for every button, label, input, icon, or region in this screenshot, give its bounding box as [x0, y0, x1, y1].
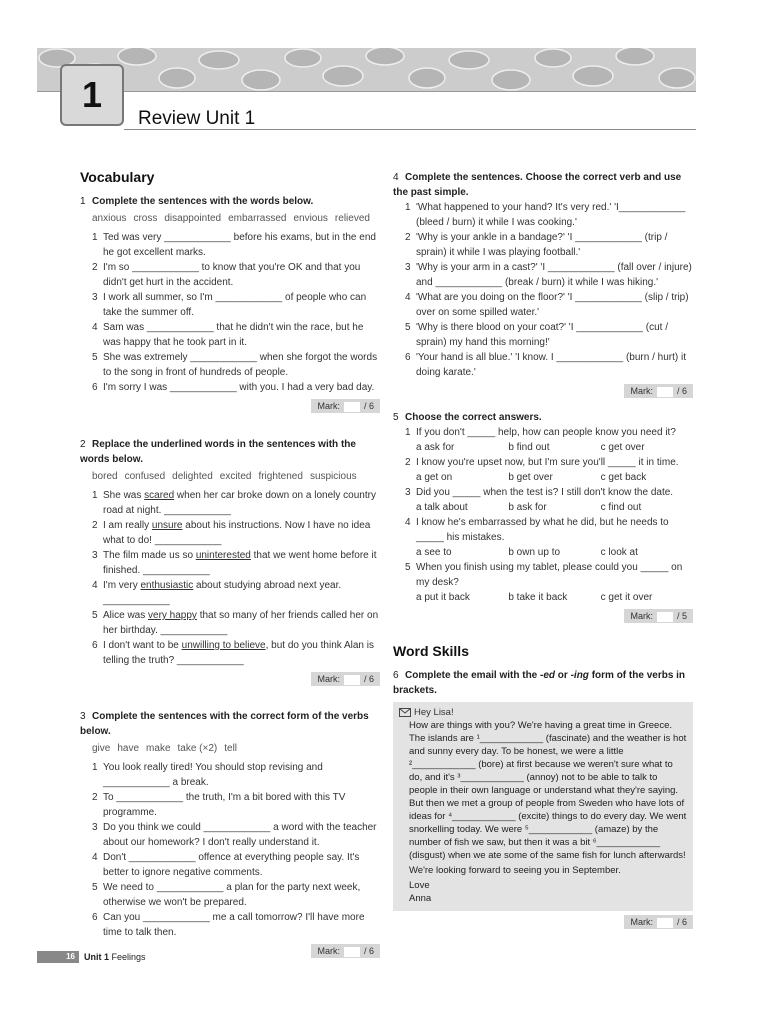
exercise-4 [393, 170, 693, 404]
exercise-item [405, 200, 693, 230]
answer-option-c[interactable]: c get back [600, 472, 647, 483]
item-text [103, 488, 380, 518]
item-number: 1 [92, 762, 98, 773]
exercise-item [405, 320, 693, 350]
exercise-item [92, 548, 380, 578]
item-text: Can you ____________ me a call tomorrow? I'll have more time to talk then. [103, 912, 365, 938]
answer-option-a[interactable]: a get on [416, 472, 453, 483]
word-box-item: give [92, 743, 111, 754]
answer-option-c[interactable]: c find out [600, 502, 642, 513]
exercise-item [405, 485, 693, 500]
item-text-post: that we went home before it finished. ____________ [103, 550, 377, 576]
answer-options [416, 440, 693, 455]
mark-box-2: Mark: / 6 [80, 672, 380, 686]
item-number: 4 [405, 517, 411, 528]
underlined-word: unsure [151, 520, 183, 531]
exercise-item [92, 230, 380, 260]
item-number: 3 [92, 822, 98, 833]
item-text: I'm sorry I was ____________ with you. I had a very bad day. [103, 382, 375, 393]
item-text: Don't ____________ offence at everything people say. It's better to ignore negative comments. [103, 852, 360, 878]
item-text: I know you're upset now, but I'm sure you'll _____ it in time. [416, 457, 679, 468]
exercise-3-instruction: 3 Complete the sentences with the correct form of the verbs below. [80, 711, 369, 737]
item-number: 2 [92, 520, 98, 531]
answer-option-c[interactable]: c look at [600, 547, 638, 558]
word-box-item: relieved [334, 213, 370, 224]
header-banner [37, 48, 696, 92]
title-rule [124, 129, 696, 130]
item-number: 5 [405, 322, 411, 333]
item-text-post: , but do you think Alan is telling the truth? ____________ [103, 640, 374, 666]
exercise-item [92, 290, 380, 320]
item-text: I'm so ____________ to know that you're OK and that you didn't get hurt in the accident. [103, 262, 361, 288]
exercise-6-instruction: 6 Complete the email with the -ed or -ing form of the verbs in brackets. [393, 670, 686, 696]
exercise-3-items [80, 760, 380, 940]
answer-option-b[interactable]: b get over [508, 472, 553, 483]
exercise-item [92, 608, 380, 638]
exercise-item [92, 488, 380, 518]
mark-box-3: Mark: / 6 [80, 944, 380, 958]
footer-unit: Unit 1 Feelings [84, 952, 146, 962]
page-number: 16 [37, 951, 79, 963]
answer-option-c[interactable]: c get over [600, 442, 645, 453]
item-number: 2 [92, 792, 98, 803]
exercise-item [92, 760, 380, 790]
word-box-item: confused [124, 471, 166, 482]
item-text: 'What happened to your hand? It's very red.' 'I____________ (bleed / burn) it while I was cooking.' [416, 202, 686, 228]
item-text: If you don't _____ help, how can people know you need it? [416, 427, 676, 438]
item-text-pre: I am really [103, 520, 152, 531]
item-text: Ted was very ____________ before his exams, but in the end he got excellent marks. [103, 232, 376, 258]
item-text: When you finish using my tablet, please could you _____ on my desk? [416, 562, 683, 588]
item-text [103, 548, 380, 578]
item-text: I work all summer, so I'm ____________ of people who can take the summer off. [103, 292, 367, 318]
item-text: She was extremely ____________ when she forgot the words to the song in front of hundreds of people. [103, 352, 378, 378]
banner-pattern [37, 48, 696, 91]
item-number: 4 [92, 852, 98, 863]
answer-options [416, 500, 693, 515]
item-number: 2 [405, 457, 411, 468]
item-number: 1 [92, 232, 98, 243]
exercise-2 [80, 437, 380, 692]
item-text: 'What are you doing on the floor?' 'I ____________ (slip / trip) over on some spilled water.' [416, 292, 689, 318]
word-box-item: anxious [92, 213, 127, 224]
item-text: 'Why is your ankle in a bandage?' 'I ____________ (trip / sprain) it while I was playing football.' [416, 232, 668, 258]
word-box-item: envious [293, 213, 328, 224]
answer-options [416, 470, 693, 485]
mark-input-4[interactable] [657, 387, 673, 397]
answer-option-a[interactable]: a put it back [416, 592, 470, 603]
email-closing: We're looking forward to seeing you in September. [409, 865, 621, 876]
item-text [103, 638, 380, 668]
word-skills-heading: Word Skills [393, 643, 469, 659]
exercise-1-items [80, 230, 380, 395]
item-number: 4 [92, 580, 98, 591]
answer-option-a[interactable]: a ask for [416, 442, 455, 453]
email-love: Love [409, 880, 430, 891]
item-number: 5 [405, 562, 411, 573]
answer-option-b[interactable]: b find out [508, 442, 550, 453]
item-text: To ____________ the truth, I'm a bit bored with this TV programme. [103, 792, 346, 818]
item-text: 'Your hand is all blue.' 'I know. I ____________ (burn / hurt) it doing karate.' [416, 352, 686, 378]
exercise-5-instruction: 5 Choose the correct answers. [393, 412, 542, 423]
word-box-3 [92, 741, 380, 756]
exercise-item [405, 350, 693, 380]
item-number: 1 [405, 427, 411, 438]
item-text-post: when her car broke down on a lonely country road at night. ____________ [103, 490, 376, 516]
exercise-item [92, 638, 380, 668]
mark-input-1[interactable] [344, 402, 360, 412]
item-number: 6 [92, 912, 98, 923]
email-body: How are things with you? We're having a great time in Greece. The islands are ¹____________ (fascinate) and the weather is hot and sunny every day. To be honest, we were a little ²____________ (bore) at first because we weren't sure what to do, and it's ³____________ (annoy) not to be able to talk to people in their own language or understand what they're saying. But then we met a group of people from Sweden who have lots of ideas for ⁴____________ (excite) things to do every day. We went snorkelling today. We were ⁵____________ (amaze) by the number of fish we saw, but then it was a bit ⁶____________ (disgust) when we ate some of the same fish for lunch afterwards! [409, 720, 687, 861]
exercise-4-instruction: 4 Complete the sentences. Choose the correct verb and use the past simple. [393, 172, 682, 198]
exercise-item [405, 455, 693, 470]
item-text: Did you _____ when the test is? I still don't know the date. [416, 487, 674, 498]
item-text: 'Why is there blood on your coat?' 'I ____________ (cut / sprain) my hand this morning!' [416, 322, 668, 348]
answer-option-c[interactable]: c get it over [600, 592, 653, 603]
exercise-5-items [393, 425, 693, 605]
underlined-word: uninterested [195, 550, 251, 561]
item-text: 'Why is your arm in a cast?' 'I ____________ (fall over / injure) and ____________ (break / burn) it while I was hiking.' [416, 262, 692, 288]
item-number: 6 [92, 382, 98, 393]
word-box-item: have [117, 743, 140, 754]
item-number: 5 [92, 882, 98, 893]
mark-box-1: Mark: / 6 [80, 399, 380, 413]
item-text [103, 518, 380, 548]
underlined-word: unwilling to believe [181, 640, 266, 651]
exercise-item [92, 260, 380, 290]
exercise-item [405, 260, 693, 290]
exercise-3 [80, 709, 380, 964]
item-number: 6 [92, 640, 98, 651]
exercise-item [92, 790, 380, 820]
email-signature: Anna [409, 893, 432, 904]
email-greeting: Hey Lisa! [399, 706, 687, 719]
exercise-item [405, 425, 693, 440]
exercise-4-items [393, 200, 693, 380]
mark-box-5: Mark: / 5 [393, 609, 693, 623]
item-number: 6 [405, 352, 411, 363]
envelope-icon [399, 708, 411, 717]
underlined-word: scared [144, 490, 175, 501]
exercise-item [92, 820, 380, 850]
item-number: 3 [405, 487, 411, 498]
item-number: 1 [92, 490, 98, 501]
item-number: 4 [92, 322, 98, 333]
unit-number-box: 1 [60, 64, 124, 126]
item-text-pre: I don't want to be [103, 640, 182, 651]
exercise-item [92, 350, 380, 380]
underlined-word: enthusiastic [140, 580, 194, 591]
item-number: 3 [92, 550, 98, 561]
item-text: Sam was ____________ that he didn't win the race, but he was happy that he took part in it. [103, 322, 364, 348]
mark-box-6: Mark: / 6 [393, 915, 693, 929]
item-text-pre: Alice was [103, 610, 149, 621]
exercise-5 [393, 410, 693, 629]
item-text-post: about his instructions. Now I have no idea what to do! ____________ [103, 520, 371, 546]
item-text [103, 608, 380, 638]
answer-option-a[interactable]: a talk about [416, 502, 468, 513]
email-box [393, 702, 693, 911]
word-box-item: delighted [172, 471, 213, 482]
exercise-item [405, 230, 693, 260]
exercise-1 [80, 194, 380, 419]
item-text-post: about studying abroad next year. ____________ [103, 580, 342, 606]
exercise-item [92, 910, 380, 940]
exercise-item [405, 515, 693, 545]
item-text-pre: I'm very [103, 580, 141, 591]
mark-input-3[interactable] [344, 947, 360, 957]
answer-option-b[interactable]: b own up to [508, 547, 561, 558]
exercise-item [92, 578, 380, 608]
exercise-item [405, 290, 693, 320]
item-text: We need to ____________ a plan for the party next week, otherwise we won't be prepared. [103, 882, 361, 908]
word-box-item: excited [219, 471, 252, 482]
answer-option-b[interactable]: b take it back [508, 592, 568, 603]
mark-input-2[interactable] [344, 675, 360, 685]
answer-options [416, 545, 693, 560]
word-box-item: disappointed [164, 213, 222, 224]
mark-input-5[interactable] [657, 612, 673, 622]
page-title: Review Unit 1 [138, 108, 256, 129]
word-box-item: frightened [258, 471, 303, 482]
item-number: 2 [92, 262, 98, 273]
word-box-item: take (×2) [177, 743, 218, 754]
item-number: 4 [405, 292, 411, 303]
item-text-pre: The film made us so [103, 550, 196, 561]
exercise-2-items [80, 488, 380, 668]
item-number: 3 [405, 262, 411, 273]
underlined-word: very happy [148, 610, 197, 621]
word-box-item: suspicious [309, 471, 357, 482]
word-box-item: make [146, 743, 171, 754]
answer-option-b[interactable]: b ask for [508, 502, 547, 513]
exercise-item [92, 380, 380, 395]
item-text: You look really tired! You should stop revising and ____________ a break. [103, 762, 323, 788]
exercise-2-instruction: 2 Replace the underlined words in the sentences with the words below. [80, 439, 356, 465]
item-number: 5 [92, 610, 98, 621]
item-number: 3 [92, 292, 98, 303]
answer-option-a[interactable]: a see to [416, 547, 452, 558]
word-box-item: tell [224, 743, 238, 754]
word-box-item: cross [133, 213, 158, 224]
exercise-item [405, 560, 693, 590]
vocabulary-heading: Vocabulary [80, 169, 155, 185]
exercise-item [92, 518, 380, 548]
exercise-1-instruction: 1 Complete the sentences with the words below. [80, 196, 314, 207]
word-box-item: embarrassed [228, 213, 287, 224]
word-box-item: bored [92, 471, 118, 482]
item-number: 1 [405, 202, 411, 213]
item-text-post: that so many of her friends called her on her birthday. ____________ [103, 610, 379, 636]
item-text-pre: She was [103, 490, 145, 501]
item-text: Do you think we could ____________ a word with the teacher about our homework? I don't really understand it. [103, 822, 377, 848]
exercise-6 [393, 668, 693, 935]
word-box-1 [92, 211, 380, 226]
exercise-item [92, 880, 380, 910]
exercise-item [92, 850, 380, 880]
item-number: 5 [92, 352, 98, 363]
word-box-2 [92, 469, 380, 484]
item-text: I know he's embarrassed by what he did, but he needs to _____ his mistakes. [416, 517, 669, 543]
mark-input-6[interactable] [657, 918, 673, 928]
item-number: 2 [405, 232, 411, 243]
mark-box-4: Mark: / 6 [393, 384, 693, 398]
answer-options [416, 590, 693, 605]
exercise-item [92, 320, 380, 350]
item-text [103, 578, 380, 608]
